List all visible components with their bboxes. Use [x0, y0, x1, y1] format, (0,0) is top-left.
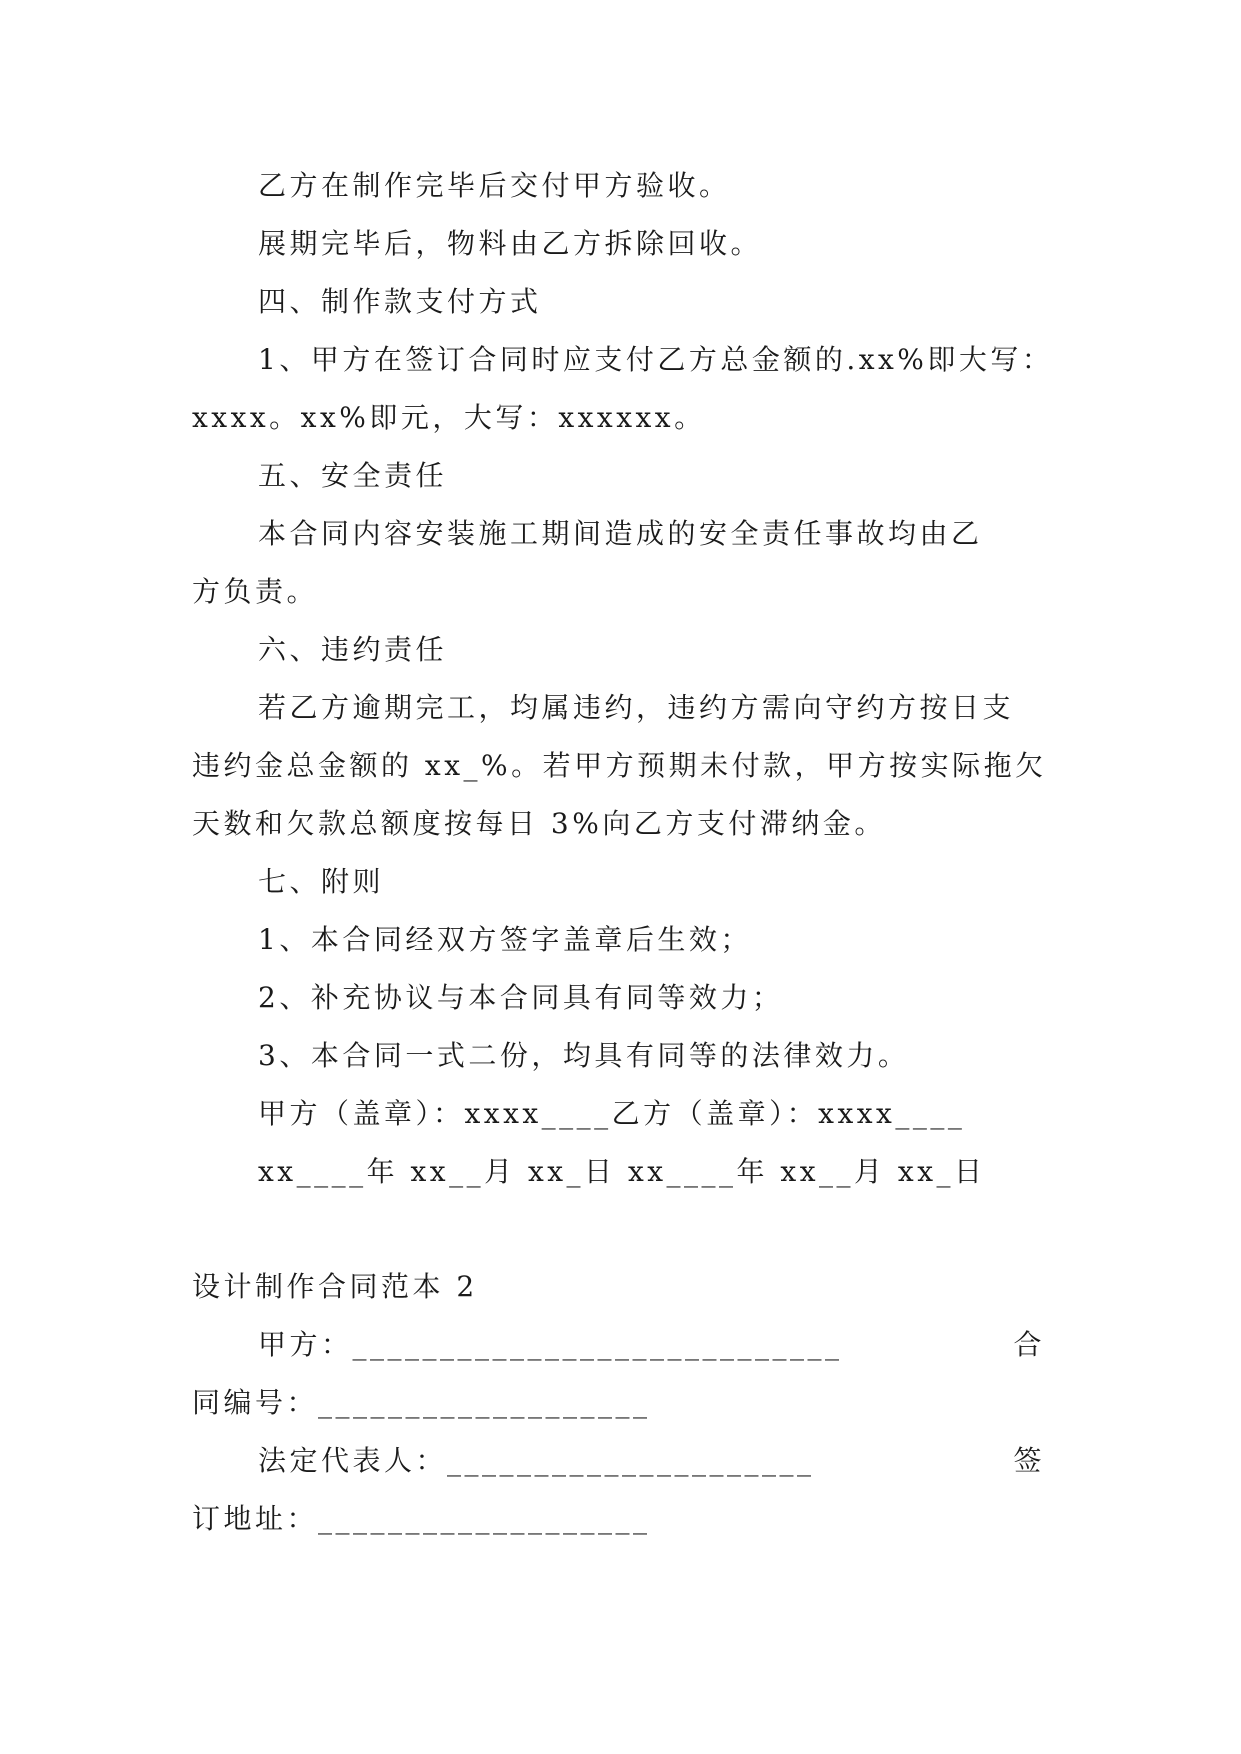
text-line-appendix-1: 1、本合同经双方签字盖章后生效； [258, 923, 752, 956]
signing-address-field: 订地址：___________________ [192, 1502, 651, 1535]
text-line-breach-3: 天数和欠款总额度按每日 3%向乙方支付滞纳金。 [192, 807, 886, 840]
text-line-payment-2: xxxx。xx%即元，大写：xxxxxx。 [192, 401, 706, 434]
text-line-breach-1: 若乙方逾期完工，均属违约，违约方需向守约方按日支 [258, 691, 1015, 724]
section-heading-appendix: 七、附则 [258, 865, 385, 898]
date-line: xx____年 xx__月 xx_日 xx____年 xx__月 xx_日 [258, 1155, 986, 1188]
signature-line: 甲方（盖章）：xxxx____乙方（盖章）：xxxx____ [258, 1097, 966, 1130]
text-line-payment-1: 1、甲方在签订合同时应支付乙方总金额的.xx%即大写： [258, 343, 1054, 376]
template-2-title: 设计制作合同范本 2 [192, 1270, 478, 1303]
contract-label-start: 合 [1013, 1328, 1045, 1361]
text-line-safety-1: 本合同内容安装施工期间造成的安全责任事故均由乙 [258, 517, 983, 550]
text-line-breach-2: 违约金总金额的 xx_%。若甲方预期未付款，甲方按实际拖欠 [192, 749, 1047, 782]
text-line-appendix-2: 2、补充协议与本合同具有同等效力； [258, 981, 784, 1014]
text-line-delivery: 乙方在制作完毕后交付甲方验收。 [258, 169, 731, 202]
text-line-appendix-3: 3、本合同一式二份，均具有同等的法律效力。 [258, 1039, 910, 1072]
contract-number-field: 同编号：___________________ [192, 1386, 651, 1419]
party-a-field: 甲方：____________________________ [258, 1328, 843, 1361]
legal-representative-field: 法定代表人：_____________________ [258, 1444, 815, 1477]
signing-label-start: 签 [1013, 1444, 1045, 1477]
section-heading-safety: 五、安全责任 [258, 459, 448, 492]
text-line-removal: 展期完毕后，物料由乙方拆除回收。 [258, 227, 763, 260]
section-heading-breach: 六、违约责任 [258, 633, 448, 666]
section-heading-payment: 四、制作款支付方式 [258, 285, 542, 318]
text-line-safety-2: 方负责。 [192, 575, 319, 608]
